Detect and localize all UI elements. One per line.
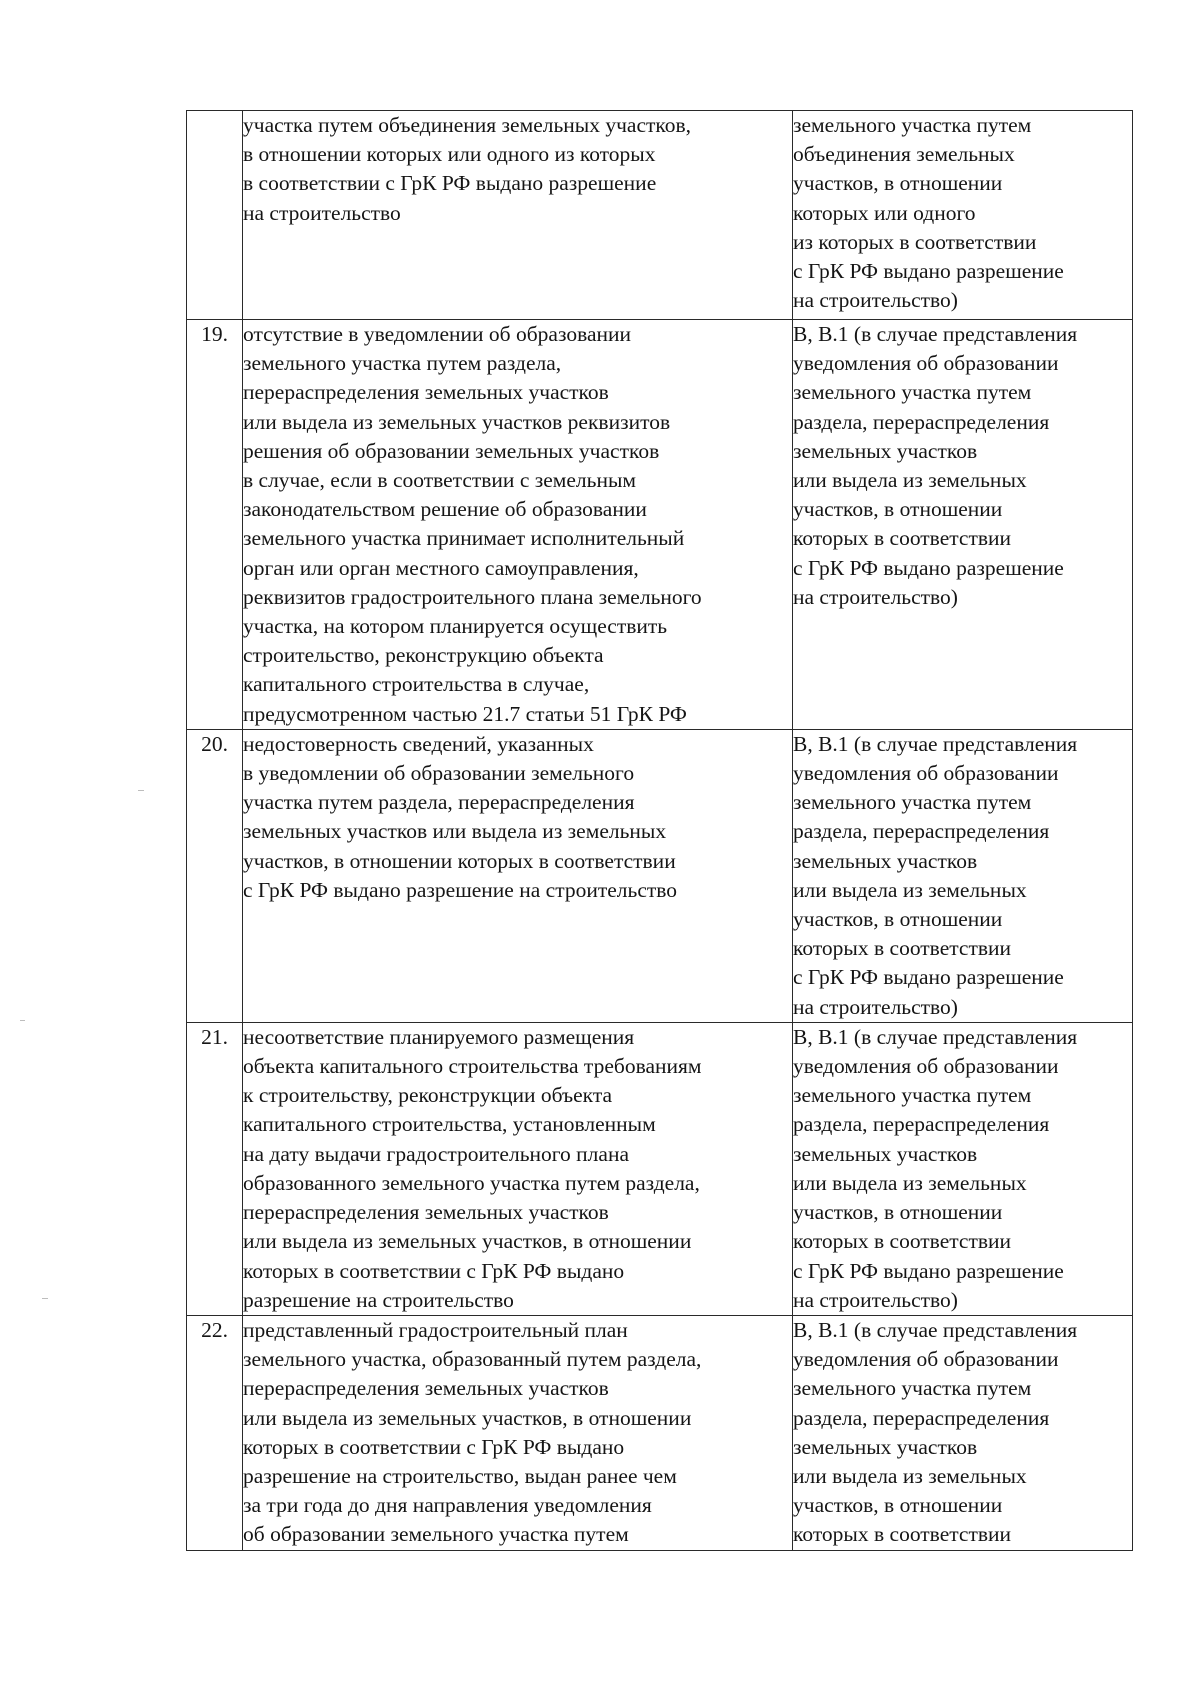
reference-line: земельных участков (793, 848, 978, 873)
text-line: в соответствии с ГрК РФ выдано разрешение (243, 171, 657, 196)
reference-line: земельного участка путем (793, 1376, 1032, 1401)
text-line: капитального строительства в случае, (243, 672, 590, 697)
row-number-cell (187, 111, 243, 320)
text-line: в случае, если в соответствии с земельным (243, 468, 637, 493)
reference-line: участков, в отношении (793, 497, 1003, 522)
reference-cell (793, 1315, 1133, 1550)
text-line: которых в соответствии с ГрК РФ выдано (243, 1434, 625, 1459)
table-row (187, 1315, 1133, 1550)
reference-line: с ГрК РФ выдано разрешение (793, 1258, 1064, 1283)
text-line: об образовании земельного участка путем (243, 1522, 629, 1547)
text-line: разрешение на строительство, выдан ранее чем (243, 1463, 677, 1488)
condition-text-cell (243, 729, 793, 1022)
text-line: строительство, реконструкцию объекта (243, 643, 604, 668)
text-line: к строительству, реконструкции объекта (243, 1083, 613, 1108)
reference-line: земельного участка путем (793, 790, 1032, 815)
text-line: недостоверность сведений, указанных (243, 731, 594, 756)
reference-line: с ГрК РФ выдано разрешение (793, 965, 1064, 990)
table-row (187, 320, 1133, 730)
reference-line: участков, в отношении (793, 1493, 1003, 1518)
row-number: 19. (201, 322, 228, 346)
condition-text-cell (243, 1315, 793, 1550)
scan-speck (42, 1298, 48, 1299)
reference-line: уведомления об образовании (793, 1054, 1059, 1079)
reference-line: которых в соответствии (793, 526, 1012, 551)
reference-line: раздела, перераспределения (793, 1112, 1050, 1137)
condition-text-cell (243, 1022, 793, 1315)
text-line: разрешение на строительство (243, 1287, 514, 1312)
text-line: участка, на котором планируется осуществить (243, 614, 668, 639)
text-line: земельного участка путем раздела, (243, 351, 562, 376)
text-line: орган или орган местного самоуправления, (243, 555, 639, 580)
reference-cell (793, 729, 1133, 1022)
reference-cell (793, 1022, 1133, 1315)
reference-line: раздела, перераспределения (793, 1405, 1050, 1430)
table-row (187, 111, 1133, 320)
reference-line: или выдела из земельных (793, 1170, 1027, 1195)
text-line: земельного участка, образованный путем раздела, (243, 1347, 702, 1372)
text-line: перераспределения земельных участков (243, 1200, 609, 1225)
reference-line: которых в соответствии (793, 1522, 1012, 1547)
text-line: или выдела из земельных участков, в отношении (243, 1229, 692, 1254)
text-line: на строительство (243, 200, 401, 225)
reference-cell (793, 111, 1133, 320)
reference-line: или выдела из земельных (793, 877, 1027, 902)
text-line: отсутствие в уведомлении об образовании (243, 322, 632, 346)
row-number-cell (187, 729, 243, 1022)
reference-line: на строительство) (793, 288, 958, 313)
reference-line: земельного участка путем (793, 380, 1032, 405)
scan-speck (138, 790, 144, 791)
reference-line: уведомления об образовании (793, 761, 1059, 786)
text-line: участка путем раздела, перераспределения (243, 790, 635, 815)
text-line: с ГрК РФ выдано разрешение на строительство (243, 877, 678, 902)
reference-line: участков, в отношении (793, 1200, 1003, 1225)
text-line: или выдела из земельных участков, в отношении (243, 1405, 692, 1430)
table-row (187, 1022, 1133, 1315)
text-line: образованного земельного участка путем раздела, (243, 1170, 700, 1195)
reference-line: с ГрК РФ выдано разрешение (793, 555, 1064, 580)
text-line: за три года до дня направления уведомления (243, 1493, 652, 1518)
text-line: представленный градостроительный план (243, 1317, 628, 1342)
reference-line: земельных участков (793, 1141, 978, 1166)
reference-line: раздела, перераспределения (793, 819, 1050, 844)
scan-speck (20, 1020, 25, 1021)
reference-line: В, В.1 (в случае представления (793, 322, 1078, 346)
text-line: перераспределения земельных участков (243, 380, 609, 405)
reference-line: уведомления об образовании (793, 351, 1059, 376)
reference-line: участков, в отношении (793, 171, 1003, 196)
text-line: законодательством решение об образовании (243, 497, 647, 522)
text-line: реквизитов градостроительного плана земельного (243, 584, 702, 609)
reference-line: земельных участков (793, 1434, 978, 1459)
reference-line: В, В.1 (в случае представления (793, 1024, 1078, 1049)
reference-line: земельных участков (793, 438, 978, 463)
reference-line: земельного участка путем (793, 1083, 1032, 1108)
text-line: несоответствие планируемого размещения (243, 1024, 635, 1049)
reference-line: на строительство) (793, 584, 958, 609)
text-line: на дату выдачи градостроительного плана (243, 1141, 630, 1166)
text-line: предусмотренном частью 21.7 статьи 51 ГрК РФ (243, 701, 687, 726)
reference-line: которых в соответствии (793, 1229, 1012, 1254)
text-line: земельного участка принимает исполнительный (243, 526, 685, 551)
reference-line: или выдела из земельных (793, 468, 1027, 493)
text-line: в уведомлении об образовании земельного (243, 761, 635, 786)
row-number: 20. (201, 731, 228, 756)
condition-text-cell (243, 111, 793, 320)
text-line: перераспределения земельных участков (243, 1376, 609, 1401)
reference-line: В, В.1 (в случае представления (793, 731, 1078, 756)
text-line: участка путем объединения земельных участков, (243, 113, 692, 137)
table-row (187, 729, 1133, 1022)
text-line: участков, в отношении которых в соответствии (243, 848, 676, 873)
reference-line: земельного участка путем (793, 113, 1032, 137)
reference-line: участков, в отношении (793, 907, 1003, 932)
text-line: которых в соответствии с ГрК РФ выдано (243, 1258, 625, 1283)
reference-line: на строительство) (793, 1287, 958, 1312)
reference-cell (793, 320, 1133, 730)
row-number-cell (187, 1022, 243, 1315)
condition-text-cell (243, 320, 793, 730)
reference-line: объединения земельных (793, 142, 1015, 167)
reference-line: уведомления об образовании (793, 1347, 1059, 1372)
row-number-cell (187, 320, 243, 730)
reference-line: которых в соответствии (793, 936, 1012, 961)
reference-line: раздела, перераспределения (793, 409, 1050, 434)
reference-line: или выдела из земельных (793, 1463, 1027, 1488)
reference-line: В, В.1 (в случае представления (793, 1317, 1078, 1342)
row-number-cell (187, 1315, 243, 1550)
reference-line: которых или одного (793, 200, 976, 225)
text-line: объекта капитального строительства требованиям (243, 1054, 702, 1079)
text-line: решения об образовании земельных участков (243, 438, 660, 463)
text-line: земельных участков или выдела из земельных (243, 819, 667, 844)
text-line: в отношении которых или одного из которых (243, 142, 656, 167)
row-number: 22. (201, 1317, 228, 1342)
reference-line: на строительство) (793, 994, 958, 1019)
row-number: 21. (201, 1024, 228, 1049)
text-line: или выдела из земельных участков реквизитов (243, 409, 671, 434)
conditions-table (186, 110, 1133, 1551)
reference-line: из которых в соответствии (793, 229, 1037, 254)
text-line: капитального строительства, установленным (243, 1112, 656, 1137)
reference-line: с ГрК РФ выдано разрешение (793, 259, 1064, 284)
